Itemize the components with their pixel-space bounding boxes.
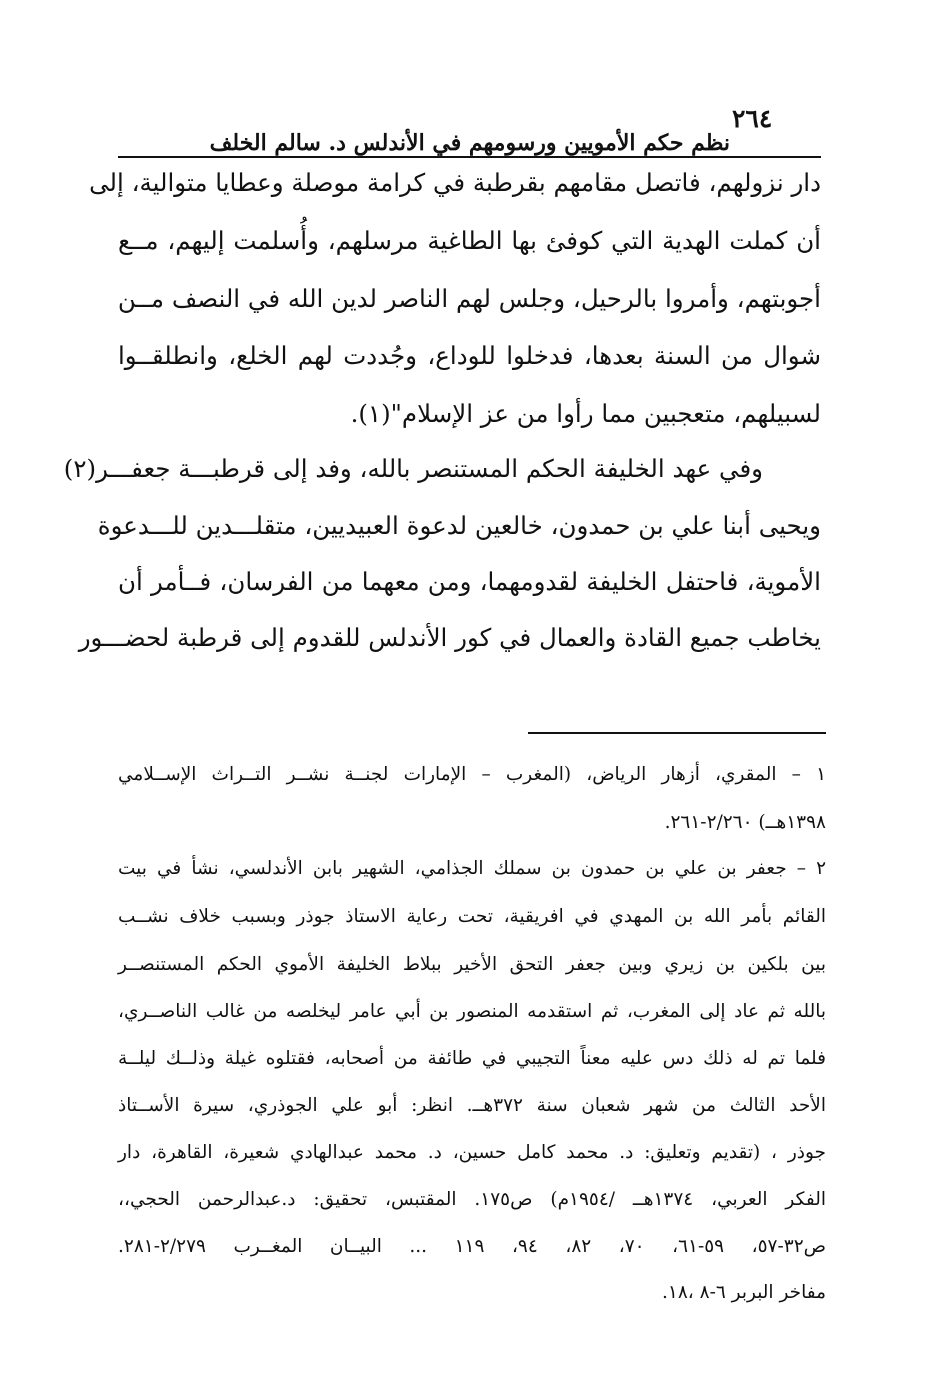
footnote-line: ٢ – جعفر بن علي بن حمدون بن سملك الجذامي، الشهير بابن الأندلسي، نشأ في بيت	[118, 858, 826, 879]
body-line: شوال من السنة بعدها، فدخلوا للوداع، وجُددت لهم الخلع، وانطلقــوا	[118, 341, 821, 370]
footnote-line: بين بلكين بن زيري وبين جعفر التحق الأخير ببلاط الخليفة الأموي الحكم المستنصــر	[118, 954, 826, 975]
body-line: يخاطب جميع القادة والعمال في كور الأندلس للقدوم إلى قرطبة لحضـــور	[78, 623, 821, 652]
body-line: لسبيلهم، متعجبين مما رأوا من عز الإسلام"(١).	[350, 399, 821, 428]
header-rule	[118, 156, 821, 158]
body-line: ويحيى أبنا علي بن حمدون، خالعين لدعوة العبيديين، متقلـــدين للـــدعوة	[97, 511, 821, 540]
footnote-line: فلما تم له ذلك دس عليه معناً التجيبي في طائفة من أصحابه، فقتلوه غيلة وذلــك ليلــة	[118, 1048, 826, 1069]
footnote-line: ص٣٢-٥٧، ٥٩-٦١، ٧٠، ٨٢، ٩٤، ١١٩ ... البيــان المغــرب ٢/٢٧٩-٢٨١.	[118, 1236, 827, 1257]
footnote-line: ١٣٩٨هــ) ٢/٢٦٠-٢٦١.	[664, 812, 826, 833]
footnote-line: مفاخر البربر ٦-٨ ،١٨.	[662, 1282, 826, 1303]
footnote-line: الفكر العربي، ١٣٧٤هــ /١٩٥٤م) ص١٧٥. المقتبس، تحقيق: د.عبدالرحمن الحجي،،	[118, 1189, 826, 1210]
body-line: الأموية، فاحتفل الخليفة لقدومهما، ومن معهما من الفرسان، فــأمر أن	[118, 567, 821, 596]
body-line: دار نزولهم، فاتصل مقامهم بقرطبة في كرامة موصلة وعطايا متوالية، إلى	[89, 168, 821, 197]
footnote-line: جوذر ، (تقديم وتعليق: د. محمد كامل حسين، د. محمد عبدالهادي شعيرة، القاهرة، دار	[118, 1142, 826, 1163]
footnote-line: ١ – المقري، أزهار الرياض، (المغرب – الإمارات لجنــة نشــر التــراث الإســلامي	[118, 764, 826, 785]
body-line: أن كملت الهدية التي كوفئ بها الطاغية مرسلهم، وأُسلمت إليهم، مــع	[118, 226, 821, 255]
footnote-line: القائم بأمر الله بن المهدي في افريقية، تحت رعاية الاستاذ جوذر وبسبب خلاف نشــب	[118, 906, 826, 927]
body-line: أجوبتهم، وأمروا بالرحيل، وجلس لهم الناصر لدين الله في النصف مــن	[117, 284, 821, 313]
body-line: وفي عهد الخليفة الحكم المستنصر بالله، وفد إلى قرطبـــة جعفـــر(٢)	[63, 454, 763, 483]
footnote-line: بالله ثم عاد إلى المغرب، ثم استقدمه المنصور بن أبي عامر ليخلصه من غالب الناصــري،	[118, 1001, 826, 1022]
footnote-rule	[528, 732, 826, 734]
footnote-line: الأحد الثالث من شهر شعبان سنة ٣٧٢هــ. انظر: أبو علي الجوذري، سيرة الأســتاذ	[118, 1095, 826, 1116]
page-number: ٢٦٤	[732, 104, 773, 133]
running-header: نظم حكم الأمويين ورسومهم في الأندلس د. سالم الخلف	[209, 130, 730, 156]
